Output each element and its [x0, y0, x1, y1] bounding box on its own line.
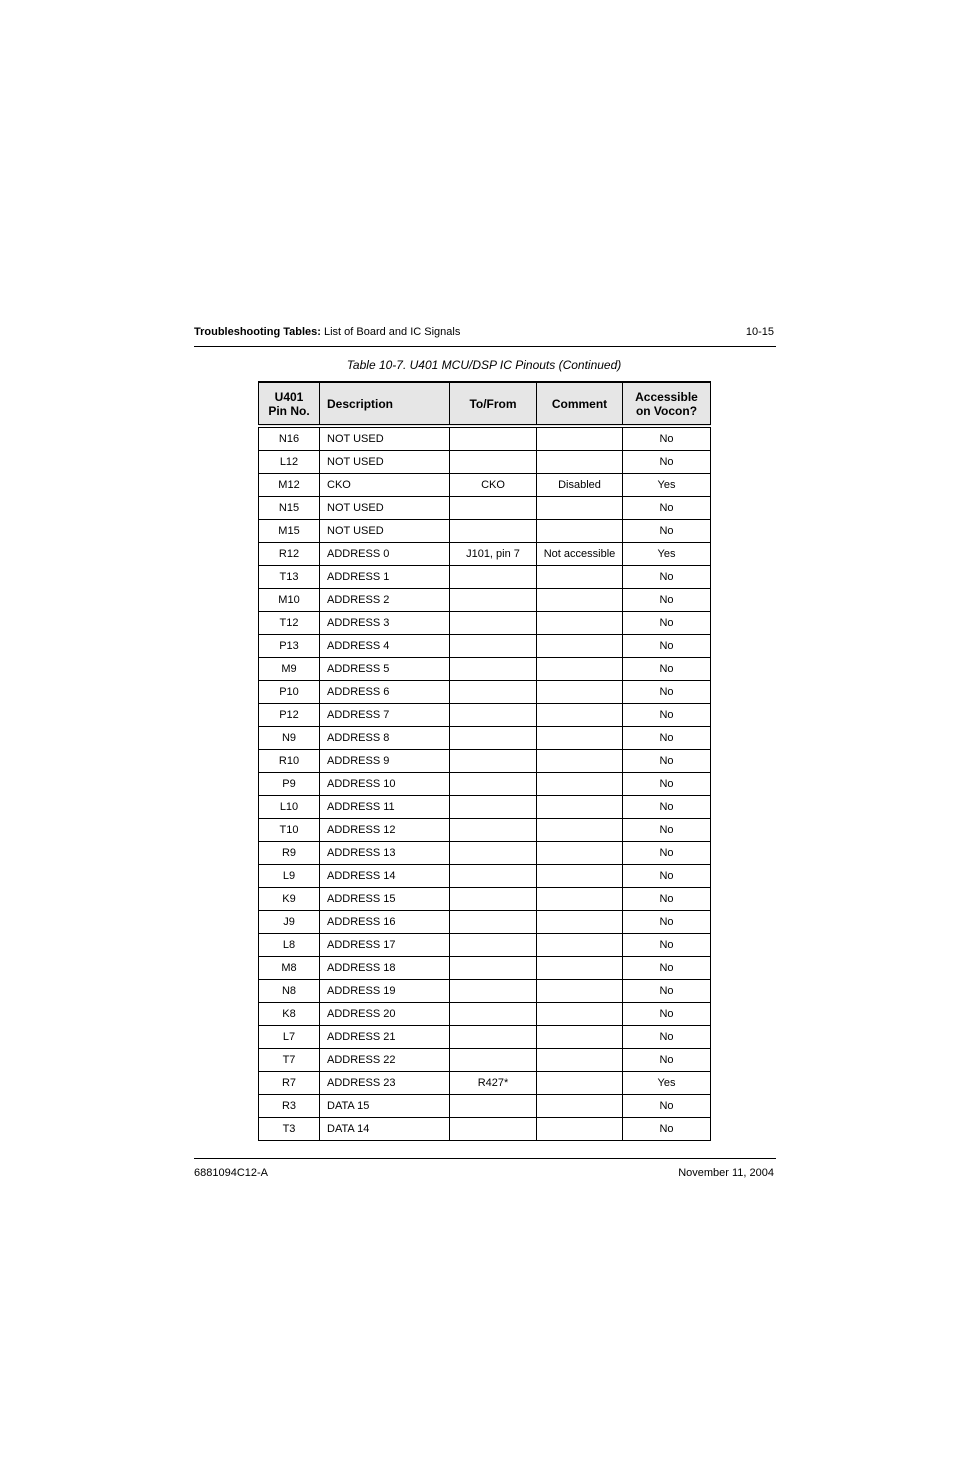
- pin-cell: M9: [259, 658, 320, 681]
- table-row: [259, 451, 711, 474]
- comment-cell: [537, 1003, 623, 1026]
- table-row: [259, 1095, 711, 1118]
- comment-cell: [537, 451, 623, 474]
- pin-cell: P13: [259, 635, 320, 658]
- table-row: [259, 1049, 711, 1072]
- pin-cell: R7: [259, 1072, 320, 1095]
- table-row: [259, 612, 711, 635]
- pin-cell: J9: [259, 911, 320, 934]
- comment-cell: [537, 842, 623, 865]
- table-header-row: [259, 382, 711, 426]
- comment-cell: [537, 520, 623, 543]
- to-from-cell: [450, 1026, 537, 1049]
- description-cell: ADDRESS 15: [320, 888, 450, 911]
- column-header-comment: [537, 382, 623, 426]
- page-number: 10-15: [745, 326, 774, 338]
- table-body: [259, 426, 711, 1141]
- accessible-cell: No: [623, 819, 711, 842]
- description-cell: NOT USED: [320, 497, 450, 520]
- to-from-cell: [450, 497, 537, 520]
- running-head: [194, 326, 460, 338]
- to-from-cell: [450, 911, 537, 934]
- table-row: [259, 957, 711, 980]
- description-cell: ADDRESS 1: [320, 566, 450, 589]
- to-from-cell: [450, 727, 537, 750]
- accessible-cell: No: [623, 497, 711, 520]
- publication-date: November 11, 2004: [678, 1167, 774, 1179]
- accessible-cell: No: [623, 589, 711, 612]
- description-cell: DATA 15: [320, 1095, 450, 1118]
- accessible-cell: No: [623, 520, 711, 543]
- comment-cell: [537, 426, 623, 451]
- document-number: 6881094C12-A: [194, 1167, 269, 1179]
- to-from-cell: [450, 426, 537, 451]
- accessible-cell: No: [623, 980, 711, 1003]
- accessible-cell: No: [623, 1049, 711, 1072]
- accessible-cell: No: [623, 957, 711, 980]
- table-row: [259, 911, 711, 934]
- table-row: [259, 773, 711, 796]
- table-row: [259, 543, 711, 566]
- comment-cell: [537, 865, 623, 888]
- table-row: [259, 750, 711, 773]
- pin-cell: L10: [259, 796, 320, 819]
- pin-cell: K8: [259, 1003, 320, 1026]
- accessible-cell: No: [623, 865, 711, 888]
- comment-cell: [537, 612, 623, 635]
- accessible-cell: No: [623, 635, 711, 658]
- accessible-cell: Yes: [623, 1072, 711, 1095]
- table-row: [259, 658, 711, 681]
- pin-cell: R12: [259, 543, 320, 566]
- accessible-cell: No: [623, 1003, 711, 1026]
- table-row: [259, 1118, 711, 1141]
- comment-cell: [537, 1049, 623, 1072]
- table-row: [259, 1003, 711, 1026]
- accessible-cell: No: [623, 796, 711, 819]
- description-cell: ADDRESS 23: [320, 1072, 450, 1095]
- table-row: [259, 589, 711, 612]
- section-title: Troubleshooting Tables:: [194, 326, 321, 338]
- accessible-cell: No: [623, 704, 711, 727]
- description-cell: ADDRESS 21: [320, 1026, 450, 1049]
- table-row: [259, 1026, 711, 1049]
- description-cell: DATA 14: [320, 1118, 450, 1141]
- description-cell: ADDRESS 9: [320, 750, 450, 773]
- table-row: [259, 796, 711, 819]
- comment-cell: [537, 658, 623, 681]
- pin-cell: N16: [259, 426, 320, 451]
- comment-cell: [537, 704, 623, 727]
- pin-cell: L8: [259, 934, 320, 957]
- to-from-cell: CKO: [450, 474, 537, 497]
- to-from-cell: [450, 773, 537, 796]
- pin-cell: T3: [259, 1118, 320, 1141]
- header-line: Description: [327, 396, 394, 411]
- table-row: [259, 426, 711, 451]
- description-cell: NOT USED: [320, 451, 450, 474]
- description-cell: ADDRESS 7: [320, 704, 450, 727]
- description-cell: CKO: [320, 474, 450, 497]
- to-from-cell: [450, 819, 537, 842]
- pinout-table: [258, 381, 711, 1141]
- description-cell: ADDRESS 4: [320, 635, 450, 658]
- pin-cell: P9: [259, 773, 320, 796]
- accessible-cell: No: [623, 773, 711, 796]
- description-cell: ADDRESS 12: [320, 819, 450, 842]
- to-from-cell: [450, 1095, 537, 1118]
- to-from-cell: [450, 1049, 537, 1072]
- to-from-cell: [450, 750, 537, 773]
- pin-cell: T7: [259, 1049, 320, 1072]
- accessible-cell: No: [623, 842, 711, 865]
- comment-cell: [537, 796, 623, 819]
- accessible-cell: No: [623, 727, 711, 750]
- description-cell: ADDRESS 2: [320, 589, 450, 612]
- accessible-cell: No: [623, 681, 711, 704]
- table-row: [259, 520, 711, 543]
- description-cell: ADDRESS 18: [320, 957, 450, 980]
- comment-cell: [537, 911, 623, 934]
- pin-cell: L9: [259, 865, 320, 888]
- pin-cell: P10: [259, 681, 320, 704]
- comment-cell: [537, 1118, 623, 1141]
- to-from-cell: [450, 888, 537, 911]
- table-row: [259, 704, 711, 727]
- table-row: [259, 934, 711, 957]
- pin-cell: R10: [259, 750, 320, 773]
- description-cell: NOT USED: [320, 426, 450, 451]
- accessible-cell: No: [623, 566, 711, 589]
- to-from-cell: [450, 635, 537, 658]
- accessible-cell: Yes: [623, 474, 711, 497]
- to-from-cell: [450, 704, 537, 727]
- to-from-cell: [450, 957, 537, 980]
- description-cell: ADDRESS 0: [320, 543, 450, 566]
- comment-cell: [537, 934, 623, 957]
- header-line: U401: [274, 389, 304, 404]
- comment-cell: [537, 750, 623, 773]
- accessible-cell: No: [623, 426, 711, 451]
- pin-cell: M15: [259, 520, 320, 543]
- page-header: [194, 325, 776, 347]
- accessible-cell: Yes: [623, 543, 711, 566]
- table-row: [259, 497, 711, 520]
- page-footer: [194, 1158, 776, 1179]
- pin-cell: M12: [259, 474, 320, 497]
- to-from-cell: [450, 1118, 537, 1141]
- description-cell: ADDRESS 11: [320, 796, 450, 819]
- pin-cell: R3: [259, 1095, 320, 1118]
- table-row: [259, 888, 711, 911]
- pin-cell: K9: [259, 888, 320, 911]
- table-row: [259, 865, 711, 888]
- accessible-cell: No: [623, 451, 711, 474]
- comment-cell: [537, 888, 623, 911]
- comment-cell: [537, 980, 623, 1003]
- to-from-cell: [450, 658, 537, 681]
- pin-cell: R9: [259, 842, 320, 865]
- comment-cell: [537, 497, 623, 520]
- description-cell: ADDRESS 8: [320, 727, 450, 750]
- column-header-pin: [259, 382, 320, 426]
- table-row: [259, 635, 711, 658]
- comment-cell: [537, 566, 623, 589]
- header-line: Comment: [551, 396, 608, 411]
- pin-cell: T12: [259, 612, 320, 635]
- description-cell: ADDRESS 3: [320, 612, 450, 635]
- table-row: [259, 474, 711, 497]
- description-cell: ADDRESS 5: [320, 658, 450, 681]
- to-from-cell: [450, 980, 537, 1003]
- pin-cell: N9: [259, 727, 320, 750]
- to-from-cell: [450, 451, 537, 474]
- table-row: [259, 1072, 711, 1095]
- comment-cell: [537, 589, 623, 612]
- to-from-cell: J101, pin 7: [450, 543, 537, 566]
- to-from-cell: R427*: [450, 1072, 537, 1095]
- column-header-to-from: [450, 382, 537, 426]
- table-row: [259, 842, 711, 865]
- pin-cell: P12: [259, 704, 320, 727]
- pin-cell: M8: [259, 957, 320, 980]
- table-row: [259, 566, 711, 589]
- description-cell: NOT USED: [320, 520, 450, 543]
- comment-cell: [537, 635, 623, 658]
- description-cell: ADDRESS 19: [320, 980, 450, 1003]
- comment-cell: [537, 819, 623, 842]
- column-header-description: [320, 382, 450, 426]
- description-cell: ADDRESS 17: [320, 934, 450, 957]
- accessible-cell: No: [623, 1118, 711, 1141]
- pin-cell: L7: [259, 1026, 320, 1049]
- to-from-cell: [450, 520, 537, 543]
- description-cell: ADDRESS 20: [320, 1003, 450, 1026]
- pin-cell: L12: [259, 451, 320, 474]
- accessible-cell: No: [623, 750, 711, 773]
- to-from-cell: [450, 566, 537, 589]
- description-cell: ADDRESS 13: [320, 842, 450, 865]
- description-cell: ADDRESS 16: [320, 911, 450, 934]
- description-cell: ADDRESS 10: [320, 773, 450, 796]
- accessible-cell: No: [623, 934, 711, 957]
- to-from-cell: [450, 681, 537, 704]
- table-caption: Table 10-7. U401 MCU/DSP IC Pinouts (Continued): [346, 358, 622, 372]
- to-from-cell: [450, 612, 537, 635]
- header-line: Pin No.: [268, 403, 310, 418]
- pin-cell: N15: [259, 497, 320, 520]
- table-row: [259, 980, 711, 1003]
- to-from-cell: [450, 589, 537, 612]
- pin-cell: N8: [259, 980, 320, 1003]
- header-line: Accessible: [635, 389, 698, 404]
- accessible-cell: No: [623, 888, 711, 911]
- section-subtitle: List of Board and IC Signals: [320, 326, 461, 338]
- comment-cell: [537, 773, 623, 796]
- to-from-cell: [450, 934, 537, 957]
- comment-cell: [537, 957, 623, 980]
- header-line: on Vocon?: [635, 403, 698, 418]
- comment-cell: [537, 1095, 623, 1118]
- comment-cell: [537, 727, 623, 750]
- comment-cell: [537, 1072, 623, 1095]
- comment-cell: Disabled: [537, 474, 623, 497]
- table-row: [259, 819, 711, 842]
- to-from-cell: [450, 796, 537, 819]
- pin-cell: T10: [259, 819, 320, 842]
- description-cell: ADDRESS 6: [320, 681, 450, 704]
- table-row: [259, 681, 711, 704]
- description-cell: ADDRESS 22: [320, 1049, 450, 1072]
- to-from-cell: [450, 1003, 537, 1026]
- column-header-accessible: [623, 382, 711, 426]
- description-cell: ADDRESS 14: [320, 865, 450, 888]
- comment-cell: [537, 1026, 623, 1049]
- header-line: To/From: [469, 396, 517, 411]
- accessible-cell: No: [623, 1026, 711, 1049]
- comment-cell: [537, 681, 623, 704]
- accessible-cell: No: [623, 1095, 711, 1118]
- to-from-cell: [450, 865, 537, 888]
- pin-cell: M10: [259, 589, 320, 612]
- comment-cell: Not accessible: [537, 543, 623, 566]
- pin-cell: T13: [259, 566, 320, 589]
- accessible-cell: No: [623, 911, 711, 934]
- to-from-cell: [450, 842, 537, 865]
- accessible-cell: No: [623, 612, 711, 635]
- accessible-cell: No: [623, 658, 711, 681]
- table-row: [259, 727, 711, 750]
